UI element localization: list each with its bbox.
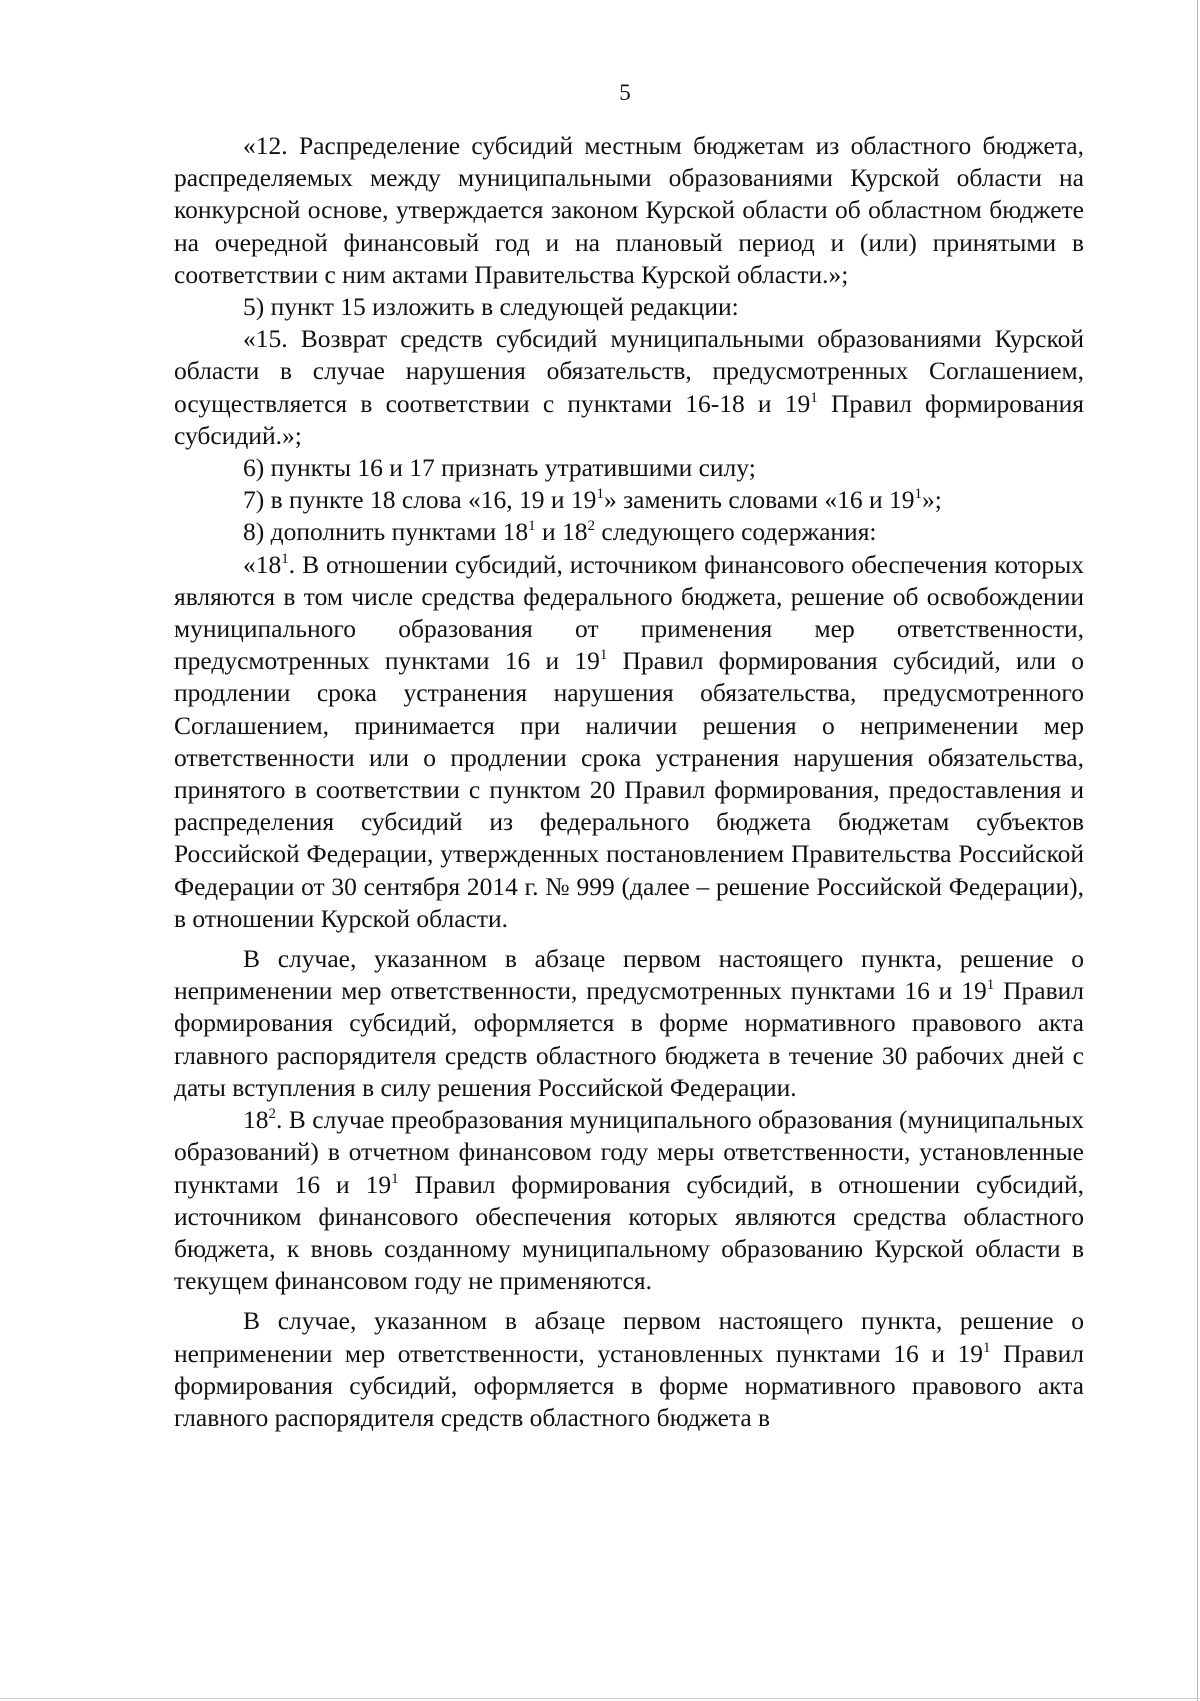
paragraph-text: Правил формирования субсидий, оформляется в форме нормативного правового акта главного распорядителя средств областного бюджета в: [174, 1338, 1084, 1432]
paragraph-text: Правил формирования субсидий.»;: [174, 388, 1084, 450]
paragraph-18-2-second: [174, 1305, 1084, 1434]
paragraph-12-distribution: [174, 130, 1084, 291]
superscript: 1: [986, 977, 995, 994]
paragraph-text: 5) пункт 15 изложить в следующей редакции:: [243, 292, 739, 322]
paragraph-item-5: [174, 291, 1084, 323]
superscript: 1: [281, 550, 289, 567]
paragraph-text: и 18: [535, 517, 588, 547]
superscript: 1: [391, 1170, 399, 1187]
paragraph-item-7: [174, 484, 1084, 516]
paragraph-text: В случае, указанном в абзаце первом настоящего пункта, решение о неприменении мер ответственности, установленных пунктами 16 и 19: [174, 1306, 1084, 1368]
superscript: 2: [268, 1106, 276, 1123]
scan-bottom-line: [0, 1698, 1200, 1699]
superscript: 1: [599, 647, 608, 664]
paragraph-text: . В отношении субсидий, источником финансового обеспечения которых являются в том числе средства федерального бюджета, решение об освобождении муниципального образования от применения мер ответственности, предусмотренных пунктами 16 и 19: [174, 549, 1084, 676]
paragraph-text: »;: [921, 485, 942, 515]
page-number: 5: [619, 80, 631, 105]
paragraph-text: «15. Возврат средств субсидий муниципальными образованиями Курской области в случае нарушения обязательств, предусмотренных Соглашением, осуществляется в соответствии с пунктами 16-18 и 19: [174, 324, 1084, 418]
paragraph-text: «12. Распределение субсидий местным бюджетам из областного бюджета, распределяемых между муниципальными образованиями Курской области на конкурсной основе, утверждается законом Курской области об областном бюджете на очередной финансовый год и на плановый период и (или) принятыми в соответствии с ним актами Правительства Курской области.»;: [174, 131, 1084, 289]
paragraph-text: В случае, указанном в абзаце первом настоящего пункта, решение о неприменении мер ответственности, предусмотренных пунктами 16 и 19: [174, 944, 1084, 1006]
paragraph-15-return: [174, 323, 1084, 452]
paragraph-18-1-second: [174, 943, 1084, 1104]
paragraph-text: . В случае преобразования муниципального образования (муниципальных образований) в отчетном финансовом году меры ответственности, установленные пунктами 16 и 19: [174, 1105, 1084, 1199]
superscript: 2: [587, 518, 596, 535]
paragraph-text: 7) в пункте 18 слова «16, 19 и 19: [243, 485, 597, 515]
paragraph-text: » заменить словами «16 и 19: [603, 485, 915, 515]
paragraph-text: 18: [243, 1105, 269, 1135]
document-body: [174, 130, 1084, 1434]
paragraph-text: Правил формирования субсидий, в отношении субсидий, источником финансового обеспечения которых являются средства областного бюджета, к вновь созданному муниципальному образованию Курской области в текущем финансовом году не применяются.: [174, 1169, 1084, 1296]
paragraph-18-1: [174, 549, 1084, 935]
scan-edge-line: [1197, 0, 1198, 1701]
paragraph-text: «18: [243, 549, 282, 579]
paragraph-text: 6) пункты 16 и 17 признать утратившими силу;: [243, 453, 756, 483]
paragraph-item-6: [174, 452, 1084, 484]
paragraph-text: Правил формирования субсидий, или о продлении срока устранения нарушения обязательства, предусмотренного Соглашением, принимается при наличии решения о неприменении мер ответственности или о продлении срока устранения нарушения обязательства, принятого в соответствии с пунктом 20 Правил формирования, предоставления и распределения субсидий из федерального бюджета бюджетам субъектов Российской Федерации, утвержденных постановлением Правительства Российской Федерации от 30 сентября 2014 г. № 999 (далее – решение Российской Федерации), в отношении Курской области.: [174, 646, 1084, 933]
superscript: 1: [528, 518, 536, 535]
paragraph-text: следующего содержания:: [595, 517, 877, 547]
paragraph-text: Правил формирования субсидий, оформляется в форме нормативного правового акта главного распорядителя средств областного бюджета в течение 30 рабочих дней с даты вступления в силу решения Российской Федерации.: [174, 976, 1084, 1102]
superscript: 1: [983, 1339, 991, 1356]
paragraph-18-2: [174, 1104, 1084, 1297]
paragraph-item-8: [174, 516, 1084, 548]
superscript: 1: [914, 486, 922, 503]
superscript: 1: [810, 389, 818, 406]
paragraph-text: 8) дополнить пунктами 18: [243, 517, 529, 547]
superscript: 1: [596, 486, 604, 503]
